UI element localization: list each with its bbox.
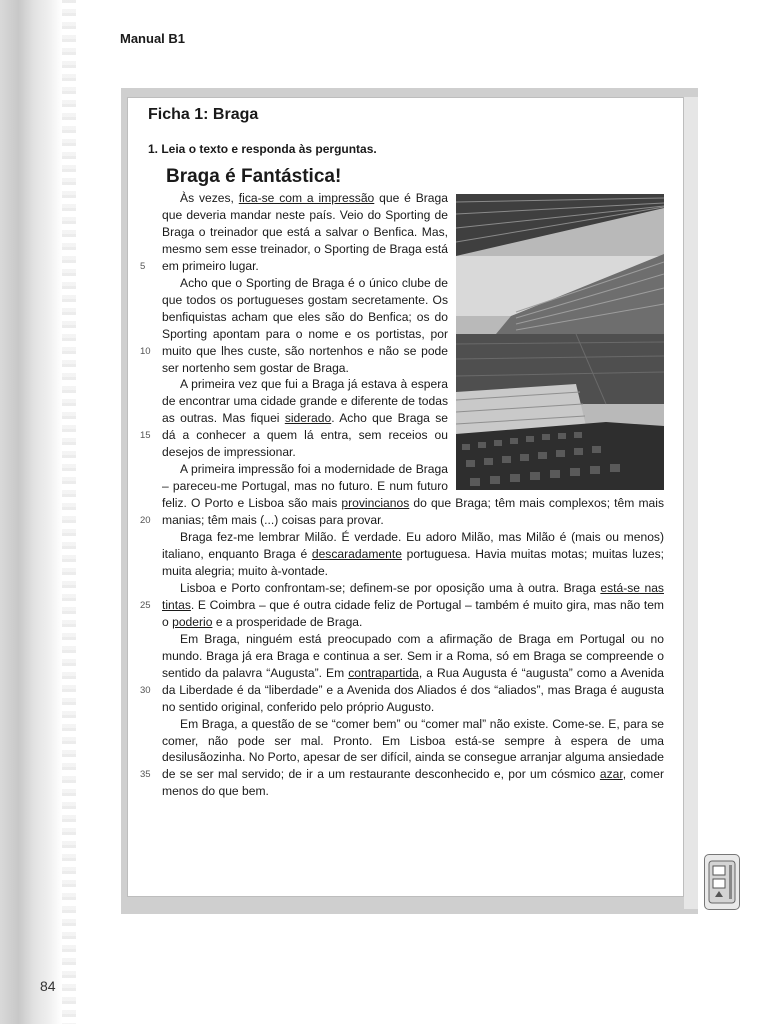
underlined-term: azar bbox=[599, 767, 623, 782]
paragraph-text: . Acho que Braga se dá a conhecer a quem lá entra, sem receios ou desejos de impressionar. bbox=[162, 411, 448, 460]
article-paragraph bbox=[162, 529, 664, 580]
line-number: 35 bbox=[140, 769, 151, 781]
paragraph-text: Em Braga, ninguém está preocupado com a afirmação de Braga em Portugal ou no mundo. Braga já era Braga e continua a ser. Sem ir a Roma, só em Braga se compreende o sentido da palavra “Augusta”. Em bbox=[162, 631, 664, 680]
paragraph-text: . E Coimbra – que é outra cidade feliz de Portugal – também é muito gira, mas não tem o bbox=[162, 597, 664, 629]
worksheet-heading: Ficha 1: Braga bbox=[148, 106, 259, 123]
paragraph-text: Acho que o Sporting de Braga é o único clube de que todos os portugueses gostam secretamente. Os benfiquistas acham que eles são do Benfica; os do Sporting apontam para o nome e os portistas, por muito que lhes custe, são nortenhos e não se pode ser nortenho sem gostar de Braga. bbox=[162, 275, 448, 375]
page-margin-texture bbox=[0, 0, 62, 1024]
exercise-instruction: 1. Leia o texto e responda às perguntas. bbox=[148, 142, 377, 156]
sidebar-tab-icon bbox=[704, 854, 740, 910]
line-number: 20 bbox=[140, 515, 151, 527]
paragraph-text: Em Braga, a questão de se “comer bem” ou “comer mal” não existe. Come-se. E, para se comer, não pode ser mal. Pronto. Em Lisboa está-se sempre à espera de uma desilusãozinha. No Porto, apesar de ser difícil, ainda se consegue arranjar alguma ansiedade de se ser mal servido; de ir a um restaurante desconhecido e, por um cósmico bbox=[162, 716, 664, 782]
line-number: 5 bbox=[140, 260, 146, 272]
article-paragraph bbox=[162, 716, 664, 801]
paragraph-text: do que Braga; têm mais complexos; têm mais manias; têm mais (...) coisas para provar. bbox=[162, 496, 664, 528]
paragraph-text: Lisboa e Porto confrontam-se; definem-se por oposição uma à outra. Braga bbox=[180, 580, 601, 595]
article-text bbox=[162, 190, 664, 800]
article-paragraph bbox=[162, 580, 664, 631]
article-paragraph bbox=[162, 631, 664, 716]
stadium-illustration bbox=[456, 194, 664, 490]
underlined-term: descaradamente bbox=[311, 547, 402, 562]
line-number: 25 bbox=[140, 599, 151, 611]
line-number: 30 bbox=[140, 684, 151, 696]
paragraph-text: portuguesa. Havia muitas motas; muitas luzes; muita alegria; muito à-vontade. bbox=[162, 547, 664, 578]
paragraph-text: A primeira impressão foi a modernidade de Braga – pareceu-me Portugal, mas no futuro. E num futuro feliz. O Porto e Lisboa são mais bbox=[162, 462, 448, 511]
underlined-term: provincianos bbox=[341, 496, 410, 511]
paragraph-text: A primeira vez que fui a Braga já estava à espera de encontrar uma cidade grande e diferente de todas as outras. Mas fiquei bbox=[162, 377, 448, 426]
stadium-photo bbox=[456, 194, 664, 490]
paragraph-text: e a prosperidade de Braga. bbox=[212, 614, 363, 629]
underlined-term: fica-se com a impressão bbox=[238, 191, 375, 205]
paragraph-text: , a Rua Augusta é “augusta” como a Avenida da Liberdade é da “liberdade” e a Avenida dos Aliados é dos “aliados”, mas Braga é augusta no sentido original, conferido pelo próprio Augusto. bbox=[162, 665, 664, 714]
underlined-term: está-se nas tintas bbox=[162, 580, 664, 612]
manual-label: Manual B1 bbox=[120, 31, 186, 46]
worksheet-frame-edge bbox=[684, 97, 698, 909]
article-title: Braga é Fantástica! bbox=[166, 166, 342, 187]
paragraph-text: , comer menos do que bem. bbox=[162, 767, 664, 799]
line-number: 10 bbox=[140, 345, 151, 357]
paragraph-text: Braga fez-me lembrar Milão. É verdade. Eu adoro Milão, mas Milão é (mais ou menos) italiano, enquanto Braga é bbox=[162, 530, 664, 562]
paragraph-text: Às vezes, bbox=[180, 191, 239, 205]
underlined-term: contrapartida bbox=[348, 665, 419, 680]
page-number: 84 bbox=[40, 978, 56, 994]
paragraph-text: que é Braga que deveria mandar neste país. Veio do Sporting de Braga o treinador que está a salvar o Benfica. Mas, mesmo sem esse treinador, o Sporting de Braga está em primeiro lugar. bbox=[162, 191, 448, 273]
underlined-term: siderado bbox=[284, 411, 332, 426]
underlined-term: poderio bbox=[172, 614, 213, 629]
line-number: 15 bbox=[140, 430, 151, 442]
